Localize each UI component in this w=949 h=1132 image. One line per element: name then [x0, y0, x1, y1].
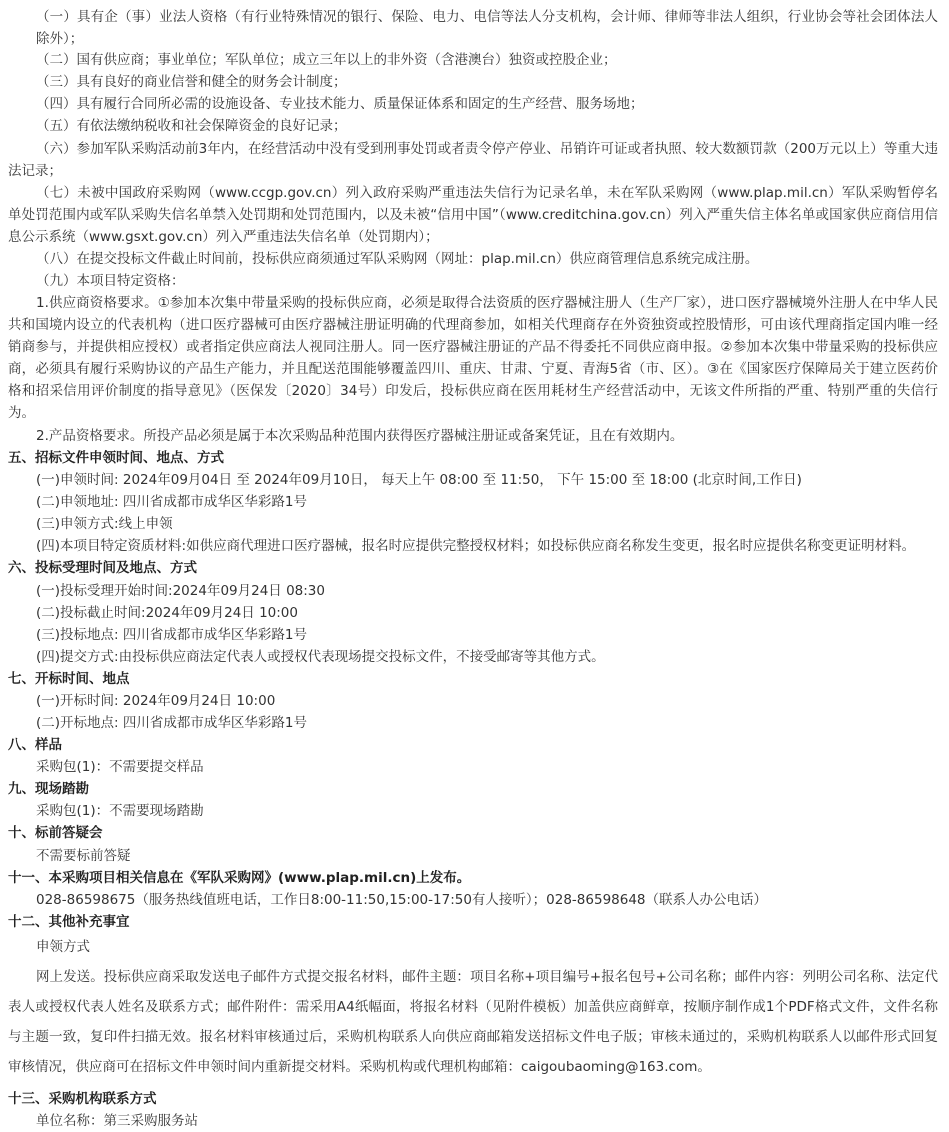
section-6-heading: 六、投标受理时间及地点、方式 [8, 560, 197, 576]
s7-line-1: (一)开标时间: 2024年09月24日 10:00 [36, 693, 276, 709]
s12-line-2: 网上发送。投标供应商采取发送电子邮件方式提交报名材料，邮件主题：项目名称+项目编号+报名包号+公司名称；邮件内容：列明公司名称、法定代表人或授权代表人姓名及联系方式；邮件附件：需采用A4纸幅面，将报名材料（见附件模板）加盖供应商鲜章，按顺序制作成1个PDF格式文件，文件名称与主题一致，复印件扫描无效。报名材料审核通过后，采购机构联系人向供应商邮箱发送招标文件电子版；审核未通过的，采购机构联系人以邮件形式回复审核情况，供应商可在招标文件申领时间内重新提交材料。采购机构或代理机构邮箱：caigoubaoming@163.com。 [8, 969, 938, 1075]
qualification-5: （五）有依法缴纳税收和社会保障资金的良好记录； [36, 118, 347, 134]
section-5-heading: 五、招标文件申领时间、地点、方式 [8, 450, 224, 466]
s6-line-2: (二)投标截止时间:2024年09月24日 10:00 [36, 605, 298, 621]
s5-line-2: (二)申领地址: 四川省成都市成华区华彩路1号 [36, 494, 307, 510]
section-8-heading: 八、样品 [8, 737, 62, 753]
s6-line-3: (三)投标地点: 四川省成都市成华区华彩路1号 [36, 627, 307, 643]
s5-line-3: (三)申领方式:线上申领 [36, 516, 173, 532]
s6-line-1: (一)投标受理开始时间:2024年09月24日 08:30 [36, 583, 325, 599]
s10-line-1: 不需要标前答疑 [36, 848, 131, 864]
s11-line-1: 028-86598675（服务热线值班电话，工作日8:00-11:50,15:00-17:50有人接听）；028-86598648（联系人办公电话） [36, 892, 768, 908]
section-12-heading: 十二、其他补充事宜 [8, 914, 130, 930]
s13-line-1: 单位名称：第三采购服务站 [36, 1113, 198, 1129]
qualification-8: （八）在提交投标文件截止时间前，投标供应商须通过军队采购网（网址：plap.mil.cn）供应商管理信息系统完成注册。 [36, 251, 759, 267]
qualification-9: （九）本项目特定资格： [36, 273, 185, 289]
s8-line-1: 采购包(1)：不需要提交样品 [36, 759, 204, 775]
section-13-heading: 十三、采购机构联系方式 [8, 1091, 157, 1107]
s6-line-4: (四)提交方式:由投标供应商法定代表人或授权代表现场提交投标文件，不接受邮寄等其他方式。 [36, 649, 605, 665]
product-requirement: 2.产品资格要求。所投产品必须是属于本次采购品种范围内获得医疗器械注册证或备案凭证，且在有效期内。 [36, 428, 684, 444]
s12-line-1: 申领方式 [36, 939, 90, 955]
qualification-1: （一）具有企（事）业法人资格（有行业特殊情况的银行、保险、电力、电信等法人分支机构，会计师、律师等非法人组织，行业协会等社会团体法人除外）； [36, 9, 938, 47]
qualification-6: （六）参加军队采购活动前3年内，在经营活动中没有受到刑事处罚或者责令停产停业、吊销许可证或者执照、较大数额罚款（200万元以上）等重大违法记录； [8, 141, 938, 179]
s9-line-1: 采购包(1)：不需要现场踏勘 [36, 803, 204, 819]
s5-line-4: (四)本项目特定资质材料:如供应商代理进口医疗器械，报名时应提供完整授权材料；如投标供应商名称发生变更，报名时应提供名称变更证明材料。 [36, 538, 916, 554]
qualification-3: （三）具有良好的商业信誉和健全的财务会计制度； [36, 74, 347, 90]
s7-line-2: (二)开标地点: 四川省成都市成华区华彩路1号 [36, 715, 307, 731]
qualification-2: （二）国有供应商；事业单位；军队单位；成立三年以上的非外资（含港澳台）独资或控股企业； [36, 52, 617, 68]
qualification-7: （七）未被中国政府采购网（www.ccgp.gov.cn）列入政府采购严重违法失信行为记录名单，未在军队采购网（www.plap.mil.cn）军队采购暂停名单处罚范围内或军队采购失信名单禁入处罚期和处罚范围内，以及未被“信用中国”（www.creditchina.gov.cn）列入严重失信主体名单或国家供应商信用信息公示系统（www.gsxt.gov.cn）列入严重违法失信名单（处罚期内）； [8, 185, 938, 245]
s5-line-1: (一)申领时间: 2024年09月04日 至 2024年09月10日， 每天上午 08:00 至 11:50， 下午 15:00 至 18:00 (北京时间,工作日) [36, 472, 802, 488]
section-10-heading: 十、标前答疑会 [8, 825, 103, 841]
qualification-4: （四）具有履行合同所必需的设施设备、专业技术能力、质量保证体系和固定的生产经营、服务场地； [36, 96, 644, 112]
section-7-heading: 七、开标时间、地点 [8, 671, 130, 687]
supplier-requirement: 1.供应商资格要求。①参加本次集中带量采购的投标供应商，必须是取得合法资质的医疗器械注册人（生产厂家），进口医疗器械境外注册人在中华人民共和国境内设立的代表机构（进口医疗器械可由医疗器械注册证明确的代理商参加，如相关代理商存在外资独资或控股情形，可由该代理商指定国内唯一经销商参与，并提供相应授权）或者指定供应商法人视同注册人。同一医疗器械注册证的产品不得委托不同供应商申报。②参加本次集中带量采购的投标供应商，必须具有履行采购协议的产品生产能力，并且配送范围能够覆盖四川、重庆、甘肃、宁夏、青海5省（市、区）。③在《国家医疗保障局关于建立医药价格和招采信用评价制度的指导意见》（医保发〔2020〕34号）印发后，投标供应商在医用耗材生产经营活动中，无该文件所指的严重、特别严重的失信行为。 [8, 295, 938, 421]
section-11-heading: 十一、本采购项目相关信息在《军队采购网》(www.plap.mil.cn)上发布。 [8, 870, 471, 886]
section-9-heading: 九、现场踏勘 [8, 781, 89, 797]
